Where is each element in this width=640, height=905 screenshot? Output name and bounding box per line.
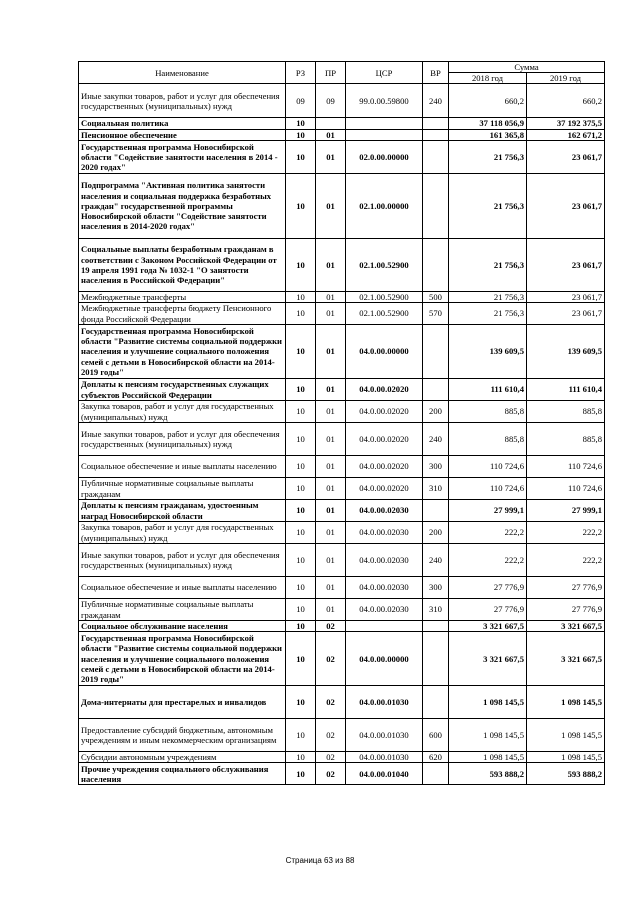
row-2018-cell: 885,8 (449, 401, 527, 423)
row-name-cell: Государственная программа Новосибирской области "Содействие занятости населения в 2014 - 2020 годах" (79, 140, 286, 173)
row-rz-cell: 10 (286, 544, 316, 577)
row-rz-cell: 10 (286, 291, 316, 302)
row-2019-cell: 23 061,7 (527, 140, 605, 173)
row-2019-cell: 885,8 (527, 401, 605, 423)
row-vr-cell: 200 (423, 522, 449, 544)
row-csr-cell: 02.1.00.52900 (346, 238, 423, 291)
row-rz-cell: 10 (286, 478, 316, 500)
row-csr-cell (346, 621, 423, 632)
row-2019-cell: 222,2 (527, 522, 605, 544)
row-2019-cell: 111 610,4 (527, 379, 605, 401)
row-2018-cell: 222,2 (449, 522, 527, 544)
row-name-cell: Прочие учреждения социального обслуживания населения (79, 763, 286, 785)
row-rz-cell: 10 (286, 238, 316, 291)
row-rz-cell: 10 (286, 599, 316, 621)
row-csr-cell: 04.0.00.02020 (346, 478, 423, 500)
row-csr-cell: 04.0.00.00000 (346, 325, 423, 379)
table-row (79, 632, 605, 686)
row-name-cell: Социальные выплаты безработным гражданам в соответствии с Законом Российской Федерации от 19 апреля 1991 года № 1032-1 "О занятости населения в Российской Федерации" (79, 238, 286, 291)
row-csr-cell: 04.0.00.02030 (346, 577, 423, 599)
row-vr-cell (423, 129, 449, 140)
row-pr-cell: 01 (316, 500, 346, 522)
table-row (79, 621, 605, 632)
row-rz-cell: 10 (286, 500, 316, 522)
row-name-cell: Пенсионное обеспечение (79, 129, 286, 140)
row-rz-cell: 10 (286, 522, 316, 544)
table-row (79, 522, 605, 544)
row-csr-cell: 04.0.00.02020 (346, 401, 423, 423)
row-vr-cell (423, 763, 449, 785)
row-pr-cell: 01 (316, 522, 346, 544)
row-csr-cell (346, 118, 423, 129)
row-2019-cell: 139 609,5 (527, 325, 605, 379)
table-row (79, 763, 605, 785)
row-2018-cell: 21 756,3 (449, 238, 527, 291)
row-pr-cell: 01 (316, 544, 346, 577)
row-2019-cell: 3 321 667,5 (527, 632, 605, 686)
row-rz-cell: 10 (286, 118, 316, 129)
row-csr-cell: 04.0.00.01030 (346, 686, 423, 719)
row-vr-cell: 310 (423, 478, 449, 500)
row-csr-cell: 04.0.00.02020 (346, 379, 423, 401)
row-rz-cell: 10 (286, 621, 316, 632)
row-pr-cell: 02 (316, 621, 346, 632)
header-year-2019: 2019 год (527, 73, 605, 84)
row-rz-cell: 10 (286, 632, 316, 686)
table-row (79, 577, 605, 599)
row-csr-cell: 04.0.00.01030 (346, 719, 423, 752)
row-rz-cell: 10 (286, 577, 316, 599)
row-2019-cell: 23 061,7 (527, 303, 605, 325)
row-vr-cell: 240 (423, 544, 449, 577)
row-2019-cell: 27 776,9 (527, 599, 605, 621)
row-pr-cell (316, 118, 346, 129)
row-2019-cell: 1 098 145,5 (527, 752, 605, 763)
row-pr-cell: 01 (316, 478, 346, 500)
header-name: Наименование (79, 62, 286, 84)
row-pr-cell: 01 (316, 129, 346, 140)
header-rz: РЗ (286, 62, 316, 84)
table-row (79, 129, 605, 140)
row-pr-cell: 01 (316, 291, 346, 302)
row-vr-cell: 300 (423, 577, 449, 599)
row-pr-cell: 01 (316, 456, 346, 478)
row-vr-cell (423, 686, 449, 719)
row-2019-cell: 27 776,9 (527, 577, 605, 599)
row-pr-cell: 01 (316, 238, 346, 291)
row-2019-cell: 110 724,6 (527, 456, 605, 478)
row-csr-cell: 04.0.00.01030 (346, 752, 423, 763)
table-row (79, 478, 605, 500)
row-2018-cell: 111 610,4 (449, 379, 527, 401)
row-pr-cell: 01 (316, 173, 346, 238)
row-pr-cell: 01 (316, 599, 346, 621)
row-2018-cell: 21 756,3 (449, 303, 527, 325)
row-pr-cell: 09 (316, 84, 346, 118)
row-2019-cell: 27 999,1 (527, 500, 605, 522)
row-name-cell: Доплаты к пенсиям гражданам, удостоенным наград Новосибирской области (79, 500, 286, 522)
table-row (79, 456, 605, 478)
header-year-2018: 2018 год (449, 73, 527, 84)
table-row (79, 173, 605, 238)
row-2018-cell: 27 776,9 (449, 577, 527, 599)
row-2018-cell: 21 756,3 (449, 173, 527, 238)
row-name-cell: Межбюджетные трансферты бюджету Пенсионного фонда Российской Федерации (79, 303, 286, 325)
row-vr-cell: 500 (423, 291, 449, 302)
row-2019-cell: 885,8 (527, 423, 605, 456)
row-name-cell: Предоставление субсидий бюджетным, автономным учреждениям и иным некоммерческим организациям (79, 719, 286, 752)
row-pr-cell: 01 (316, 325, 346, 379)
row-2018-cell: 27 776,9 (449, 599, 527, 621)
row-name-cell: Межбюджетные трансферты (79, 291, 286, 302)
row-2018-cell: 110 724,6 (449, 478, 527, 500)
row-vr-cell: 240 (423, 84, 449, 118)
row-vr-cell (423, 173, 449, 238)
budget-table (78, 61, 605, 785)
table-row (79, 84, 605, 118)
row-2018-cell: 27 999,1 (449, 500, 527, 522)
row-pr-cell: 01 (316, 303, 346, 325)
row-2018-cell: 110 724,6 (449, 456, 527, 478)
row-vr-cell: 300 (423, 456, 449, 478)
table-row (79, 401, 605, 423)
row-2019-cell: 37 192 375,5 (527, 118, 605, 129)
row-pr-cell: 02 (316, 719, 346, 752)
row-name-cell: Дома-интернаты для престарелых и инвалидов (79, 686, 286, 719)
page-footer: Страница 63 из 88 (285, 856, 355, 865)
row-rz-cell: 10 (286, 379, 316, 401)
row-2018-cell: 21 756,3 (449, 291, 527, 302)
row-rz-cell: 10 (286, 401, 316, 423)
row-2018-cell: 1 098 145,5 (449, 719, 527, 752)
row-pr-cell: 01 (316, 401, 346, 423)
row-rz-cell: 10 (286, 325, 316, 379)
row-csr-cell: 02.1.00.52900 (346, 291, 423, 302)
header-sum: Сумма (449, 62, 605, 73)
row-vr-cell: 200 (423, 401, 449, 423)
row-rz-cell: 10 (286, 456, 316, 478)
row-vr-cell (423, 632, 449, 686)
header-pr: ПР (316, 62, 346, 84)
row-name-cell: Подпрограмма "Активная политика занятости населения и социальная поддержка безработных граждан" государственной программы Новосибирской области "Содействие занятости населения в 2014-2020 годах" (79, 173, 286, 238)
row-rz-cell: 10 (286, 719, 316, 752)
row-vr-cell (423, 621, 449, 632)
row-vr-cell (423, 140, 449, 173)
table-row (79, 140, 605, 173)
row-vr-cell (423, 500, 449, 522)
row-rz-cell: 09 (286, 84, 316, 118)
row-2019-cell: 1 098 145,5 (527, 719, 605, 752)
row-vr-cell: 310 (423, 599, 449, 621)
row-name-cell: Социальное обеспечение и иные выплаты населению (79, 456, 286, 478)
row-csr-cell: 04.0.00.00000 (346, 632, 423, 686)
row-name-cell: Иные закупки товаров, работ и услуг для обеспечения государственных (муниципальных) нужд (79, 84, 286, 118)
row-2018-cell: 3 321 667,5 (449, 632, 527, 686)
row-pr-cell: 02 (316, 763, 346, 785)
row-csr-cell: 99.0.00.59800 (346, 84, 423, 118)
row-csr-cell: 04.0.00.02020 (346, 456, 423, 478)
row-2019-cell: 1 098 145,5 (527, 686, 605, 719)
row-vr-cell: 620 (423, 752, 449, 763)
row-csr-cell: 04.0.00.01040 (346, 763, 423, 785)
table-row (79, 423, 605, 456)
row-csr-cell: 04.0.00.02030 (346, 500, 423, 522)
row-name-cell: Иные закупки товаров, работ и услуг для обеспечения государственных (муниципальных) нужд (79, 423, 286, 456)
row-pr-cell: 01 (316, 577, 346, 599)
row-name-cell: Государственная программа Новосибирской области "Развитие системы социальной поддержки населения и улучшение социального положения семей с детьми в Новосибирской области на 2014-2019 годы" (79, 632, 286, 686)
row-rz-cell: 10 (286, 763, 316, 785)
row-2018-cell: 21 756,3 (449, 140, 527, 173)
table-row (79, 719, 605, 752)
row-name-cell: Закупка товаров, работ и услуг для государственных (муниципальных) нужд (79, 401, 286, 423)
row-csr-cell (346, 129, 423, 140)
row-2018-cell: 139 609,5 (449, 325, 527, 379)
row-vr-cell (423, 325, 449, 379)
row-2018-cell: 161 365,8 (449, 129, 527, 140)
row-vr-cell: 600 (423, 719, 449, 752)
row-csr-cell: 04.0.00.02020 (346, 423, 423, 456)
row-name-cell: Социальная политика (79, 118, 286, 129)
row-csr-cell: 04.0.00.02030 (346, 544, 423, 577)
row-pr-cell: 01 (316, 379, 346, 401)
row-2019-cell: 23 061,7 (527, 238, 605, 291)
row-name-cell: Публичные нормативные социальные выплаты гражданам (79, 478, 286, 500)
table-body (79, 84, 605, 785)
header-vr: ВР (423, 62, 449, 84)
table-row (79, 379, 605, 401)
row-rz-cell: 10 (286, 303, 316, 325)
table-row (79, 599, 605, 621)
row-vr-cell (423, 238, 449, 291)
table-row (79, 291, 605, 302)
row-vr-cell (423, 379, 449, 401)
row-pr-cell: 01 (316, 423, 346, 456)
row-csr-cell: 04.0.00.02030 (346, 522, 423, 544)
table-row (79, 325, 605, 379)
row-name-cell: Иные закупки товаров, работ и услуг для обеспечения государственных (муниципальных) нужд (79, 544, 286, 577)
row-name-cell: Закупка товаров, работ и услуг для государственных (муниципальных) нужд (79, 522, 286, 544)
row-name-cell: Доплаты к пенсиям государственных служащих субъектов Российской Федерации (79, 379, 286, 401)
row-2018-cell: 885,8 (449, 423, 527, 456)
row-csr-cell: 02.1.00.00000 (346, 173, 423, 238)
row-name-cell: Публичные нормативные социальные выплаты гражданам (79, 599, 286, 621)
table-row (79, 544, 605, 577)
row-2018-cell: 1 098 145,5 (449, 752, 527, 763)
row-pr-cell: 02 (316, 686, 346, 719)
row-name-cell: Социальное обслуживание населения (79, 621, 286, 632)
row-rz-cell: 10 (286, 686, 316, 719)
row-name-cell: Государственная программа Новосибирской области "Развитие системы социальной поддержки населения и улучшение социального положения семей с детьми в Новосибирской области на 2014-2019 годы" (79, 325, 286, 379)
header-csr: ЦСР (346, 62, 423, 84)
row-2019-cell: 162 671,2 (527, 129, 605, 140)
row-rz-cell: 10 (286, 423, 316, 456)
row-vr-cell (423, 118, 449, 129)
row-2019-cell: 222,2 (527, 544, 605, 577)
row-csr-cell: 02.1.00.52900 (346, 303, 423, 325)
row-csr-cell: 04.0.00.02030 (346, 599, 423, 621)
row-pr-cell: 02 (316, 752, 346, 763)
row-pr-cell: 02 (316, 632, 346, 686)
row-2018-cell: 1 098 145,5 (449, 686, 527, 719)
budget-sheet (78, 61, 604, 785)
row-2019-cell: 660,2 (527, 84, 605, 118)
table-row (79, 752, 605, 763)
table-row (79, 118, 605, 129)
row-vr-cell: 240 (423, 423, 449, 456)
row-pr-cell: 01 (316, 140, 346, 173)
table-row (79, 500, 605, 522)
row-2018-cell: 660,2 (449, 84, 527, 118)
table-row (79, 303, 605, 325)
row-name-cell: Социальное обеспечение и иные выплаты населению (79, 577, 286, 599)
row-2018-cell: 222,2 (449, 544, 527, 577)
table-row (79, 238, 605, 291)
row-name-cell: Субсидии автономным учреждениям (79, 752, 286, 763)
row-2018-cell: 37 118 056,9 (449, 118, 527, 129)
row-rz-cell: 10 (286, 140, 316, 173)
table-row (79, 686, 605, 719)
row-2018-cell: 593 888,2 (449, 763, 527, 785)
row-2019-cell: 23 061,7 (527, 291, 605, 302)
row-2019-cell: 3 321 667,5 (527, 621, 605, 632)
row-rz-cell: 10 (286, 752, 316, 763)
row-2019-cell: 110 724,6 (527, 478, 605, 500)
row-2018-cell: 3 321 667,5 (449, 621, 527, 632)
row-2019-cell: 593 888,2 (527, 763, 605, 785)
row-2019-cell: 23 061,7 (527, 173, 605, 238)
row-csr-cell: 02.0.00.00000 (346, 140, 423, 173)
row-rz-cell: 10 (286, 173, 316, 238)
row-vr-cell: 570 (423, 303, 449, 325)
header-row (79, 62, 605, 73)
row-rz-cell: 10 (286, 129, 316, 140)
